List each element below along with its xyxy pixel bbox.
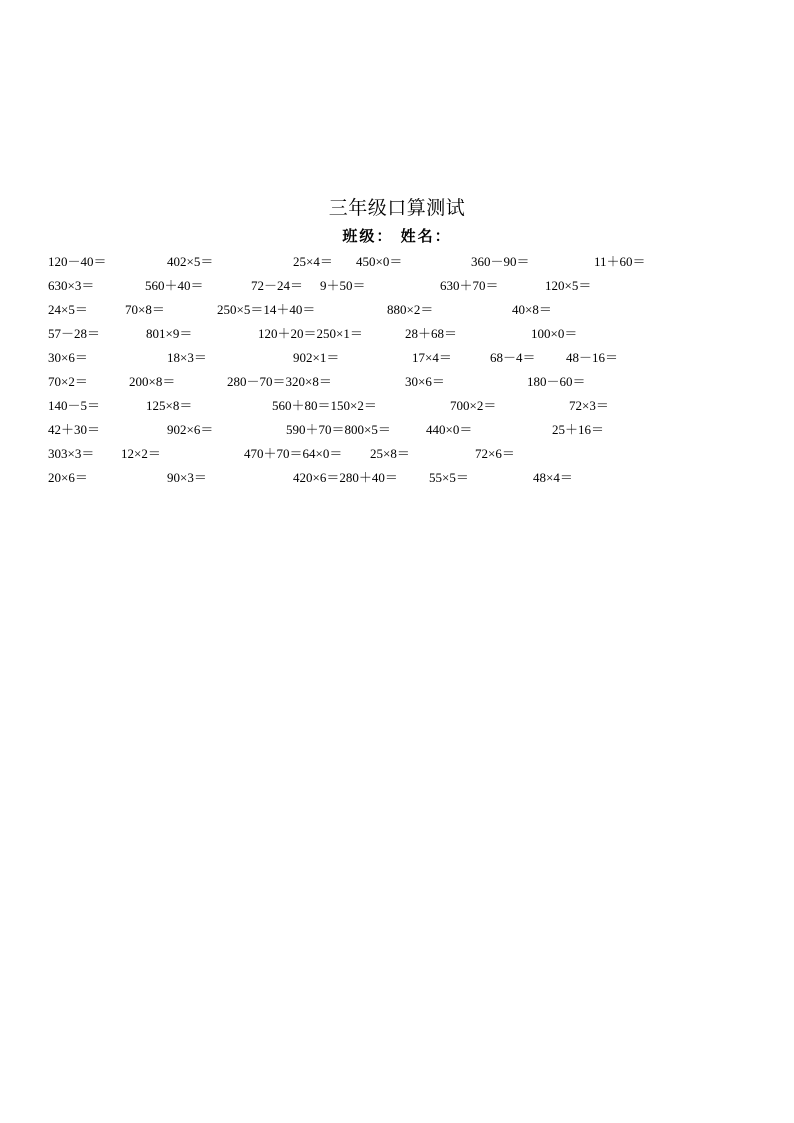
problem: 560＋40＝ xyxy=(145,278,204,293)
problem: 630×3＝ xyxy=(48,278,95,293)
problem: 70×2＝ xyxy=(48,374,88,389)
problem: 28＋68＝ xyxy=(405,326,458,341)
problem: 48－16＝ xyxy=(566,350,619,365)
problem: 100×0＝ xyxy=(531,326,578,341)
problem-row xyxy=(0,370,794,394)
problem: 11＋60＝ xyxy=(594,254,646,269)
problem: 68－4＝ xyxy=(490,350,536,365)
problem: 90×3＝ xyxy=(167,470,207,485)
problem: 902×1＝ xyxy=(293,350,340,365)
problem: 280－70＝320×8＝ xyxy=(227,374,332,389)
problem: 72－24＝ xyxy=(251,278,304,293)
problem: 12×2＝ xyxy=(121,446,161,461)
problem: 24×5＝ xyxy=(48,302,88,317)
problem: 180－60＝ xyxy=(527,374,586,389)
problem: 18×3＝ xyxy=(167,350,207,365)
class-name-line: 班级： 姓名： xyxy=(342,227,452,245)
problem: 42＋30＝ xyxy=(48,422,101,437)
problem: 25＋16＝ xyxy=(552,422,605,437)
problem: 700×2＝ xyxy=(450,398,497,413)
problem: 72×6＝ xyxy=(475,446,515,461)
problem-row xyxy=(0,250,794,274)
problem: 470＋70＝64×0＝ xyxy=(244,446,343,461)
problem: 30×6＝ xyxy=(405,374,445,389)
problem: 17×4＝ xyxy=(412,350,452,365)
problem: 402×5＝ xyxy=(167,254,214,269)
problem-row xyxy=(0,394,794,418)
problem: 48×4＝ xyxy=(533,470,573,485)
problem: 57－28＝ xyxy=(48,326,101,341)
problem: 120＋20＝250×1＝ xyxy=(258,326,363,341)
problem: 120×5＝ xyxy=(545,278,592,293)
problem: 72×3＝ xyxy=(569,398,609,413)
problem: 140－5＝ xyxy=(48,398,101,413)
problem: 40×8＝ xyxy=(512,302,552,317)
problem: 125×8＝ xyxy=(146,398,193,413)
problem: 360－90＝ xyxy=(471,254,530,269)
problem: 880×2＝ xyxy=(387,302,434,317)
problem-row xyxy=(0,322,794,346)
problem: 902×6＝ xyxy=(167,422,214,437)
problem: 120－40＝ xyxy=(48,254,107,269)
problem-row xyxy=(0,466,794,490)
problem-row xyxy=(0,346,794,370)
problem: 9＋50＝ xyxy=(320,278,366,293)
problem: 630＋70＝ xyxy=(440,278,499,293)
page-title: 三年级口算测试 xyxy=(328,197,466,219)
arithmetic-worksheet xyxy=(0,250,794,490)
problem: 30×6＝ xyxy=(48,350,88,365)
problem: 250×5＝14＋40＝ xyxy=(217,302,316,317)
problem: 450×0＝ xyxy=(356,254,403,269)
problem: 420×6＝280＋40＝ xyxy=(293,470,398,485)
problem: 440×0＝ xyxy=(426,422,473,437)
problem: 55×5＝ xyxy=(429,470,469,485)
problem: 303×3＝ xyxy=(48,446,95,461)
problem: 25×8＝ xyxy=(370,446,410,461)
problem-row xyxy=(0,274,794,298)
problem: 20×6＝ xyxy=(48,470,88,485)
problem-row xyxy=(0,298,794,322)
problem: 70×8＝ xyxy=(125,302,165,317)
problem-row xyxy=(0,418,794,442)
problem: 801×9＝ xyxy=(146,326,193,341)
problem-row xyxy=(0,442,794,466)
problem: 200×8＝ xyxy=(129,374,176,389)
problem: 590＋70＝800×5＝ xyxy=(286,422,391,437)
problem: 25×4＝ xyxy=(293,254,333,269)
problem: 560＋80＝150×2＝ xyxy=(272,398,377,413)
